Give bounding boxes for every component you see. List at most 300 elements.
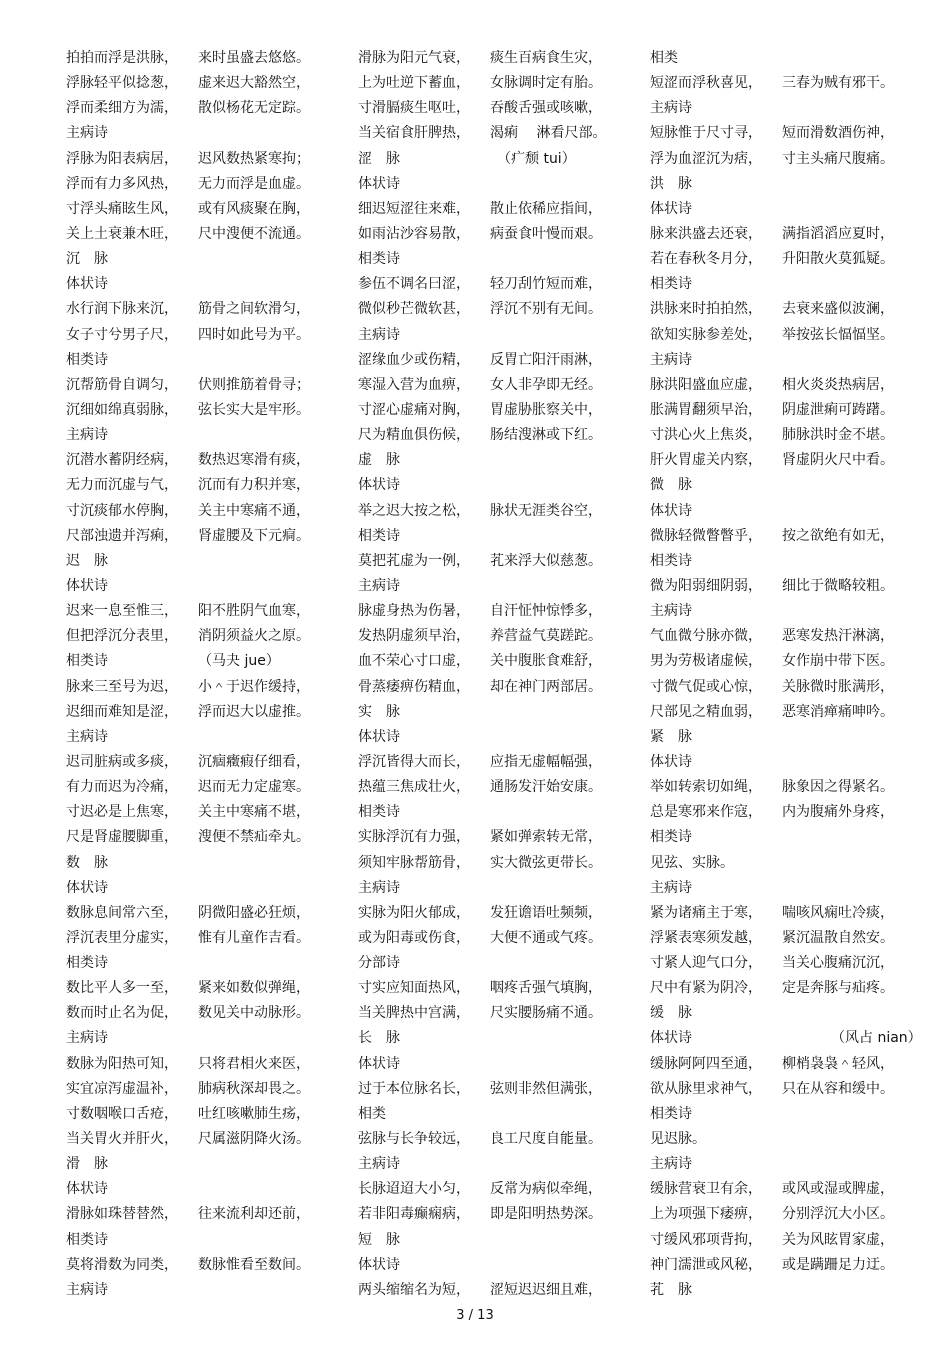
text-line xyxy=(650,675,935,700)
line-text-second-half: 关主中寒痛不通， xyxy=(198,502,310,519)
text-line xyxy=(358,323,643,348)
text-line xyxy=(358,1152,643,1177)
text-line xyxy=(650,473,935,498)
text-line xyxy=(66,1052,351,1077)
line-text-second-half: 实大微弦更带长。 xyxy=(490,854,602,871)
line-text-first-half: 若在春秋冬月分， xyxy=(650,251,762,268)
line-text-second-half: 虚来迟大豁然空， xyxy=(198,75,310,92)
text-line xyxy=(66,1001,351,1026)
line-text: 相类诗 xyxy=(358,527,400,544)
line-text-first-half: 迟细而难知是涩， xyxy=(66,703,178,720)
text-line xyxy=(66,825,351,850)
line-text-second-half: 渴痢 淋看尺部。 xyxy=(490,125,607,142)
text-column-2 xyxy=(358,46,643,1303)
line-text-first-half: 欲知实脉参差处， xyxy=(650,326,762,343)
line-text-second-half: 沉痼癥瘕仔细看， xyxy=(198,753,310,770)
line-text: 体状诗 xyxy=(66,577,108,594)
text-line xyxy=(66,901,351,926)
line-text-first-half: 气血微兮脉亦微， xyxy=(650,628,762,645)
line-text-first-half: 莫把芤虚为一例， xyxy=(358,552,470,569)
line-text-second-half: 举按弦长愊愊坚。 xyxy=(782,326,894,343)
line-text-second-half: 肺脉洪时金不堪。 xyxy=(782,427,894,444)
line-text-second-half: 涩短迟迟细且难， xyxy=(490,1281,602,1298)
line-text-first-half: 寸浮头痛眩生风， xyxy=(66,200,178,217)
text-line xyxy=(650,1228,935,1253)
line-text-second-half: 数热迟寒滑有痰， xyxy=(198,452,310,469)
text-line xyxy=(358,1278,643,1303)
line-text-first-half: 尺为精血俱伤候， xyxy=(358,427,470,444)
line-text-second-half: 散似杨花无定踪。 xyxy=(198,100,310,117)
line-text: 主病诗 xyxy=(358,1156,400,1173)
line-text-second-half: 沉而有力积并寒， xyxy=(198,477,310,494)
text-line xyxy=(358,499,643,524)
line-text-second-half: 阴微阳盛必狂烦， xyxy=(198,904,310,921)
text-line xyxy=(358,775,643,800)
line-text-second-half: 恶寒消瘅痛呻吟。 xyxy=(782,703,894,720)
text-line xyxy=(358,976,643,1001)
line-text-first-half: 紧为诸痛主于寒， xyxy=(650,904,762,921)
line-text-first-half: 浮脉为阳表病居， xyxy=(66,150,178,167)
line-text-second-half: 内为腹痛外身疼， xyxy=(782,804,894,821)
line-text-first-half: 寒湿入营为血痹， xyxy=(358,376,470,393)
line-text: 体状诗 xyxy=(66,879,108,896)
line-text: 相类诗 xyxy=(66,351,108,368)
line-text-second-half: （马夬 jue） xyxy=(198,653,280,670)
line-text: 体状诗 xyxy=(650,753,692,770)
text-line xyxy=(358,725,643,750)
text-line xyxy=(650,599,935,624)
line-text-first-half: 肝火胃虚关内察， xyxy=(650,452,762,469)
line-text-first-half: 过于本位脉名长， xyxy=(358,1080,470,1097)
text-line xyxy=(650,976,935,1001)
line-text-second-half: 筋骨之间软滑匀， xyxy=(198,301,310,318)
line-text-first-half: 迟来一息至惟三， xyxy=(66,603,178,620)
line-text-first-half: 骨蒸痿痹伤精血， xyxy=(358,678,470,695)
text-line xyxy=(358,524,643,549)
text-line xyxy=(650,373,935,398)
line-text: 体状诗 xyxy=(358,477,400,494)
text-line xyxy=(650,1001,935,1026)
line-text-first-half: 浮脉轻平似捻葱， xyxy=(66,75,178,92)
line-text-second-half: 按之欲绝有如无， xyxy=(782,527,894,544)
text-line xyxy=(66,222,351,247)
line-text-second-half: 咽疼舌强气填胸， xyxy=(490,980,602,997)
line-text-second-half: 短而滑数酒伤神， xyxy=(782,125,894,142)
line-text-first-half: 浮沉皆得大而长， xyxy=(358,753,470,770)
line-text-second-half: 肾虚腰及下元痌。 xyxy=(198,527,310,544)
text-line xyxy=(66,574,351,599)
text-line xyxy=(650,574,935,599)
line-text-second-half: 散止依稀应指间， xyxy=(490,200,602,217)
text-line xyxy=(650,398,935,423)
line-text: 主病诗 xyxy=(650,879,692,896)
text-line xyxy=(66,675,351,700)
line-text: 主病诗 xyxy=(66,125,108,142)
text-line xyxy=(66,96,351,121)
line-text-second-half: 尺中溲便不流通。 xyxy=(198,225,310,242)
text-line xyxy=(358,1026,643,1051)
line-text-second-half: 肠结溲淋或下红。 xyxy=(490,427,602,444)
line-text-second-half: 当关心腹痛沉沉， xyxy=(782,955,894,972)
line-text-first-half: 迟司脏病或多痰， xyxy=(66,753,178,770)
line-text: 实 脉 xyxy=(358,703,400,720)
line-text-first-half: 当关胃火并肝火， xyxy=(66,1131,178,1148)
line-text-second-half: 伏则推筋着骨寻； xyxy=(198,376,310,393)
text-line xyxy=(650,549,935,574)
line-text-second-half: 养营益气莫蹉跎。 xyxy=(490,628,602,645)
text-line xyxy=(358,750,643,775)
line-text-first-half: 若非阳毒癫痫病， xyxy=(358,1206,470,1223)
text-line xyxy=(66,1228,351,1253)
line-text: 见弦、实脉。 xyxy=(650,854,734,871)
line-text-second-half: 或是蹒跚足力迂。 xyxy=(782,1256,894,1273)
text-line xyxy=(358,71,643,96)
line-text-first-half: 滑脉为阳元气衰， xyxy=(358,50,470,66)
line-text: 体状诗 xyxy=(650,200,692,217)
line-text-first-half: 寸涩心虚痛对胸， xyxy=(358,401,470,418)
line-text-first-half: 尺部见之精血弱， xyxy=(650,703,762,720)
text-line xyxy=(650,700,935,725)
line-text: 相类诗 xyxy=(650,829,692,846)
text-line xyxy=(650,297,935,322)
text-line xyxy=(650,951,935,976)
line-text: 相类诗 xyxy=(358,804,400,821)
line-text-second-half: 痰生百病食生灾， xyxy=(490,50,602,66)
line-text-first-half: 微脉轻微瞥瞥乎， xyxy=(650,527,762,544)
line-text-first-half: 缓脉营衰卫有余， xyxy=(650,1181,762,1198)
line-text-first-half: 关上土衰兼木旺， xyxy=(66,225,178,242)
line-text-second-half: 浮沉不别有无间。 xyxy=(490,301,602,318)
text-line xyxy=(650,1127,935,1152)
line-text-second-half: 小＾于迟作缓持， xyxy=(198,678,310,695)
text-line xyxy=(650,147,935,172)
line-text: 主病诗 xyxy=(650,603,692,620)
text-line xyxy=(66,775,351,800)
text-line xyxy=(650,1177,935,1202)
line-text: 相类 xyxy=(358,1105,386,1122)
text-line xyxy=(650,499,935,524)
line-text: 相类诗 xyxy=(66,1231,108,1248)
text-line xyxy=(358,348,643,373)
text-line xyxy=(650,926,935,951)
text-line xyxy=(650,524,935,549)
line-text-first-half: 寸缓风邪项背拘， xyxy=(650,1231,762,1248)
text-line xyxy=(650,272,935,297)
line-text: 主病诗 xyxy=(66,427,108,444)
text-line xyxy=(358,901,643,926)
line-text-second-half: 脉象因之得紧名。 xyxy=(782,779,894,796)
line-text-first-half: 数脉息间常六至， xyxy=(66,904,178,921)
text-line xyxy=(650,1253,935,1278)
line-text: 微 脉 xyxy=(650,477,692,494)
line-text: 相类 xyxy=(650,50,678,66)
line-text-second-half: 消阴须益火之原。 xyxy=(198,628,310,645)
line-text-second-half: 自汗怔忡惊悸多， xyxy=(490,603,602,620)
text-line xyxy=(358,1202,643,1227)
line-text-second-half: 肾虚阴火尺中看。 xyxy=(782,452,894,469)
text-line xyxy=(650,121,935,146)
line-text-second-half: 浮而迟大以虚推。 xyxy=(198,703,310,720)
text-line xyxy=(358,172,643,197)
line-text-first-half: 无力而沉虚与气， xyxy=(66,477,178,494)
line-text-first-half: 脉来洪盛去还衰， xyxy=(650,225,762,242)
text-line xyxy=(358,624,643,649)
line-text-first-half: 胀满胃翻须早治， xyxy=(650,401,762,418)
text-line xyxy=(650,725,935,750)
text-column-3 xyxy=(650,46,935,1303)
line-text-first-half: 发热阴虚须早治， xyxy=(358,628,470,645)
text-line xyxy=(66,1253,351,1278)
line-text-first-half: 实脉浮沉有力强， xyxy=(358,829,470,846)
line-text-second-half: 去衰来盛似波澜， xyxy=(782,301,894,318)
line-text-first-half: 水行润下脉来沉， xyxy=(66,301,178,318)
line-text-first-half: 浮紧表寒须发越， xyxy=(650,929,762,946)
text-line xyxy=(66,71,351,96)
line-text-first-half: 总是寒邪来作寇， xyxy=(650,804,762,821)
line-text-first-half: 数脉为阳热可知， xyxy=(66,1055,178,1072)
line-text-second-half: 往来流利却还前， xyxy=(198,1206,310,1223)
text-line xyxy=(66,373,351,398)
line-text-first-half: 弦脉与长争较远， xyxy=(358,1131,470,1148)
line-text: 长 脉 xyxy=(358,1030,400,1047)
text-line xyxy=(650,247,935,272)
line-text: 主病诗 xyxy=(358,577,400,594)
line-text-first-half: 数而时止名为促， xyxy=(66,1005,178,1022)
text-line xyxy=(358,1102,643,1127)
line-text-second-half: 数脉惟看至数间。 xyxy=(198,1256,310,1273)
line-text-second-half: 恶寒发热汗淋漓， xyxy=(782,628,894,645)
text-line xyxy=(66,851,351,876)
line-text-first-half: 举如转索切如绳， xyxy=(650,779,762,796)
text-line xyxy=(66,398,351,423)
line-text-first-half: 涩缘血少或伤精， xyxy=(358,351,470,368)
line-text: 体状诗 xyxy=(358,175,400,192)
line-text: 主病诗 xyxy=(358,326,400,343)
line-text: 主病诗 xyxy=(66,1281,108,1298)
text-line xyxy=(66,750,351,775)
line-text-first-half: 缓脉阿阿四至通， xyxy=(650,1055,762,1072)
line-text-second-half: 脉状无涯类谷空， xyxy=(490,502,602,519)
text-line xyxy=(358,599,643,624)
line-text-second-half: 通肠发汗始安康。 xyxy=(490,779,602,796)
line-text-first-half: 寸迟必是上焦寒， xyxy=(66,804,178,821)
text-line xyxy=(650,775,935,800)
line-text-first-half: 细迟短涩往来难， xyxy=(358,200,470,217)
line-text-second-half: 良工尺度自能量。 xyxy=(490,1131,602,1148)
line-text-first-half: 浮沉表里分虚实， xyxy=(66,929,178,946)
line-text-second-half: 弦则非然但满张， xyxy=(490,1080,602,1097)
text-line xyxy=(358,574,643,599)
line-text-second-half: 溲便不禁疝牵丸。 xyxy=(198,829,310,846)
text-line xyxy=(650,800,935,825)
line-text-second-half: （风占 nian） xyxy=(782,1030,922,1047)
line-text-first-half: 实宜凉泻虚温补， xyxy=(66,1080,178,1097)
text-line xyxy=(66,1177,351,1202)
line-text: 体状诗 xyxy=(66,1181,108,1198)
line-text-first-half: 滑脉如珠替替然， xyxy=(66,1206,178,1223)
line-text-second-half: 紧如弹索转无常， xyxy=(490,829,602,846)
text-line xyxy=(650,222,935,247)
line-text: 体状诗 xyxy=(358,728,400,745)
text-line xyxy=(66,725,351,750)
line-text-first-half: 上为项强下痿痹， xyxy=(650,1206,762,1223)
line-text-first-half: 女子寸兮男子尺， xyxy=(66,326,178,343)
line-text-second-half: 关脉微时胀满形， xyxy=(782,678,894,695)
text-line xyxy=(358,675,643,700)
line-text-second-half: 紧来如数似弹绳， xyxy=(198,980,310,997)
text-line xyxy=(650,1026,935,1051)
line-text-first-half: 浮为血涩沉为痞， xyxy=(650,150,762,167)
text-line xyxy=(358,96,643,121)
line-text-second-half: 阴虚泄痢可踌躇。 xyxy=(782,401,894,418)
line-text: 滑 脉 xyxy=(66,1156,108,1173)
text-line xyxy=(358,448,643,473)
line-text: 沉 脉 xyxy=(66,251,108,268)
text-line xyxy=(66,272,351,297)
line-text: 相类诗 xyxy=(650,1105,692,1122)
text-line xyxy=(358,222,643,247)
line-text: 数 脉 xyxy=(66,854,108,871)
text-line xyxy=(66,499,351,524)
text-line xyxy=(358,1077,643,1102)
line-text-second-half: 只将君相火来医， xyxy=(198,1055,310,1072)
line-text-first-half: 相类诗 xyxy=(66,653,108,670)
text-line xyxy=(650,96,935,121)
line-text-first-half: 寸实应知面热风， xyxy=(358,980,470,997)
line-text-second-half: 只在从容和缓中。 xyxy=(782,1080,894,1097)
line-text-second-half: 女人非孕即无经。 xyxy=(490,376,602,393)
text-line xyxy=(358,825,643,850)
line-text-first-half: 须知牢脉帮筋骨， xyxy=(358,854,470,871)
line-text-first-half: 血不荣心寸口虚， xyxy=(358,653,470,670)
text-line xyxy=(66,524,351,549)
text-line xyxy=(66,247,351,272)
line-text-second-half: 柳梢袅袅＾轻风， xyxy=(782,1055,894,1072)
line-text: 短 脉 xyxy=(358,1231,400,1248)
text-line xyxy=(66,549,351,574)
text-line xyxy=(650,323,935,348)
line-text-first-half: 但把浮沉分表里， xyxy=(66,628,178,645)
text-line xyxy=(650,624,935,649)
line-text: 迟 脉 xyxy=(66,552,108,569)
line-text-second-half: 吐红咳嗽肺生疡， xyxy=(198,1105,310,1122)
line-text-second-half: 弦长实大是牢形。 xyxy=(198,401,310,418)
line-text-second-half: 数见关中动脉形。 xyxy=(198,1005,310,1022)
line-text-first-half: 或为阳毒或伤食， xyxy=(358,929,470,946)
line-text: 紧 脉 xyxy=(650,728,692,745)
line-text: 主病诗 xyxy=(358,879,400,896)
line-text-second-half: 或有风痰聚在胸， xyxy=(198,200,310,217)
line-text: 体状诗 xyxy=(358,1055,400,1072)
text-line xyxy=(66,297,351,322)
text-line xyxy=(650,423,935,448)
line-text-first-half: 脉来三至号为迟， xyxy=(66,678,178,695)
text-line xyxy=(66,448,351,473)
line-text: 体状诗 xyxy=(650,502,692,519)
line-text-first-half: 沉帮筋骨自调匀， xyxy=(66,376,178,393)
line-text-first-half: 短脉惟于尺寸寻， xyxy=(650,125,762,142)
line-text-second-half: 满指滔滔应夏时， xyxy=(782,225,894,242)
text-line xyxy=(66,1202,351,1227)
line-text-second-half: 尺属滋阴降火汤。 xyxy=(198,1131,310,1148)
text-line xyxy=(66,800,351,825)
text-line xyxy=(358,297,643,322)
line-text-second-half: 肺病秋深却畏之。 xyxy=(198,1080,310,1097)
line-text-first-half: 热蕴三焦成壮火， xyxy=(358,779,470,796)
line-text-second-half: 发狂谵语吐频频， xyxy=(490,904,602,921)
text-line xyxy=(66,599,351,624)
line-text: 相类诗 xyxy=(650,552,692,569)
text-line xyxy=(66,624,351,649)
text-line xyxy=(650,1278,935,1303)
text-line xyxy=(66,1077,351,1102)
line-text-second-half: 应指无虚幅幅强， xyxy=(490,753,602,770)
line-text-first-half: 沉潜水蓄阴经病， xyxy=(66,452,178,469)
line-text: 分部诗 xyxy=(358,955,400,972)
line-text-second-half: 三春为贼有邪干。 xyxy=(782,75,894,92)
line-text-second-half: 分别浮沉大小区。 xyxy=(782,1206,894,1223)
line-text-first-half: 涩 脉 xyxy=(358,150,400,167)
line-text-second-half: 无力而浮是血虚。 xyxy=(198,175,310,192)
line-text: 芤 脉 xyxy=(650,1281,692,1298)
text-line xyxy=(650,1202,935,1227)
text-line xyxy=(650,876,935,901)
line-text-first-half: 当关脾热中宫满， xyxy=(358,1005,470,1022)
line-text-second-half: 关为风眩胃家虚， xyxy=(782,1231,894,1248)
text-line xyxy=(358,1253,643,1278)
line-text: 见迟脉。 xyxy=(650,1131,706,1148)
text-line xyxy=(358,951,643,976)
text-line xyxy=(650,825,935,850)
text-line xyxy=(650,348,935,373)
line-text-first-half: 莫将滑数为同类， xyxy=(66,1256,178,1273)
line-text-second-half: 女脉调时定有胎。 xyxy=(490,75,602,92)
line-text: 体状诗 xyxy=(66,276,108,293)
line-text-second-half: 定是奔豚与疝疼。 xyxy=(782,980,894,997)
line-text-first-half: 微似秒芒微软甚， xyxy=(358,301,470,318)
line-text-second-half: 升阳散火莫狐疑。 xyxy=(782,251,894,268)
line-text-first-half: 寸沉痰郁水停胸， xyxy=(66,502,178,519)
text-line xyxy=(650,71,935,96)
line-text-first-half: 实脉为阳火郁成， xyxy=(358,904,470,921)
line-text-first-half: 尺部浊遗并泻痢， xyxy=(66,527,178,544)
line-text-second-half: 病蚕食叶慢而艰。 xyxy=(490,225,602,242)
text-line xyxy=(358,851,643,876)
text-line xyxy=(358,473,643,498)
text-line xyxy=(650,172,935,197)
text-line xyxy=(650,750,935,775)
line-text-second-half: 芤来浮大似慈葱。 xyxy=(490,552,602,569)
line-text-first-half: 微为阳弱细阴弱， xyxy=(650,577,762,594)
text-line xyxy=(358,197,643,222)
text-line xyxy=(358,46,643,71)
text-line xyxy=(650,1102,935,1127)
line-text-second-half: 却在神门两部居。 xyxy=(490,678,602,695)
text-line xyxy=(66,926,351,951)
line-text: 缓 脉 xyxy=(650,1005,692,1022)
line-text-second-half: 惟有儿童作吉看。 xyxy=(198,929,310,946)
text-line xyxy=(66,323,351,348)
text-line xyxy=(358,147,643,172)
line-text-first-half: 尺是肾虚腰脚重， xyxy=(66,829,178,846)
text-line xyxy=(66,700,351,725)
text-line xyxy=(358,549,643,574)
line-text: 主病诗 xyxy=(650,100,692,117)
line-text-second-half: 喘咳风痫吐冷痰， xyxy=(782,904,894,921)
text-line xyxy=(358,800,643,825)
text-line xyxy=(66,1278,351,1303)
text-line xyxy=(358,398,643,423)
